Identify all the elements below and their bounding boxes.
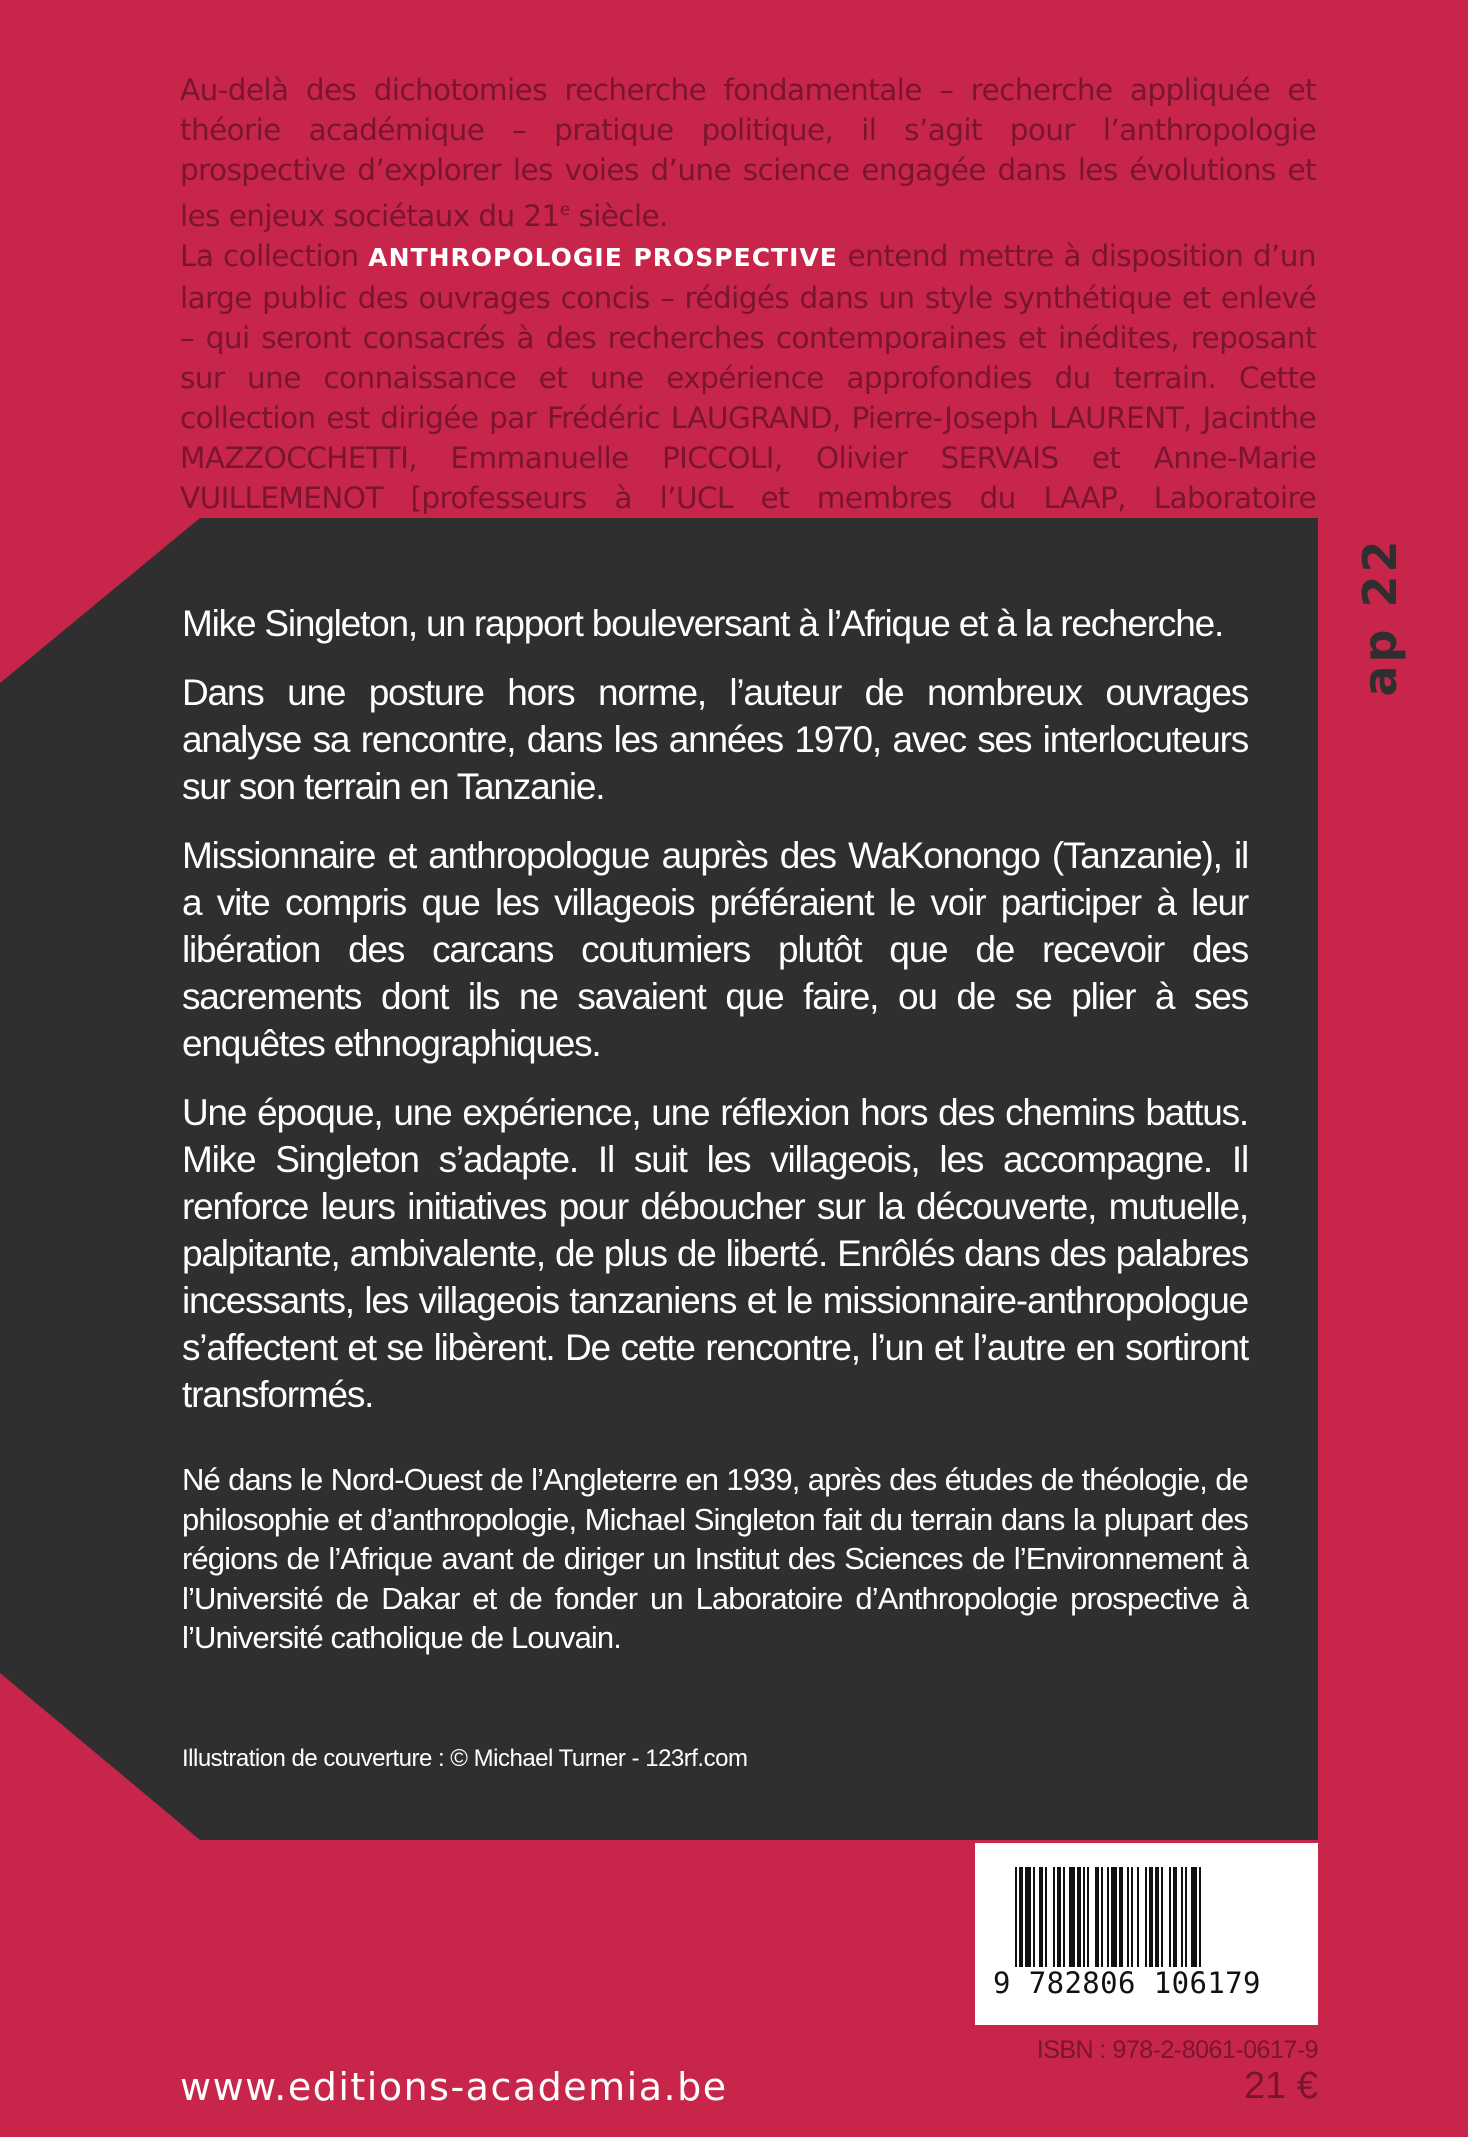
barcode-bar <box>1181 1867 1183 1967</box>
barcode-bar <box>1057 1867 1061 1967</box>
barcode-bars <box>1015 1867 1283 1967</box>
barcode-bar <box>1069 1867 1075 1967</box>
publisher-website[interactable]: www.editions-academia.be <box>180 2065 728 2109</box>
superscript: e <box>559 200 570 220</box>
barcode-bar <box>1045 1867 1047 1967</box>
summary-paragraph: Une époque, une expérience, une réflexion hors des chemins battus. Mike Singleton s’adapte. Il suit les villageois, les accompagne. Il renforce leurs initiatives pour déboucher sur la découverte, mutuelle, palpitante, ambivalente, de plus de liberté. Enrôlés dans des palabres incessants, les villageois tanzaniens et le missionnaire-anthropologue s’affectent et se libèrent. De cette rencontre, l’un et l’autre en sortiront transformés. <box>182 1092 1248 1415</box>
summary-paragraph: Dans une posture hors norme, l’auteur de nombreux ouvrages analyse sa rencontre, dans les années 1970, avec ses interlocuteurs sur son terrain en Tanzanie. <box>182 672 1248 807</box>
barcode-bar <box>1019 1867 1023 1967</box>
barcode-bar <box>1111 1867 1117 1967</box>
barcode-bar <box>1149 1867 1153 1967</box>
barcode-bar <box>1131 1867 1133 1967</box>
barcode-bar <box>1119 1867 1123 1967</box>
summary-paragraph: Missionnaire et anthropologue auprès des WaKonongo (Tanzanie), il a vite compris que les villageois préféraient le voir participer à leur libération des carcans coutumiers plutôt que de recevoir des sacrements dont ils ne savaient que faire, ou de se plier à ses enquêtes ethnographiques. <box>182 835 1248 1064</box>
barcode-bar <box>1169 1867 1171 1967</box>
summary-paragraph: Mike Singleton, un rapport bouleversant à l’Afrique et à la recherche. <box>182 603 1224 644</box>
series-code: ap 22 <box>1353 537 1407 697</box>
cover-credit: Illustration de couverture : © Michael Turner - 123rf.com <box>182 1745 748 1772</box>
collection-name: ANTHROPOLOGIE PROSPECTIVE <box>368 242 838 272</box>
barcode-bar <box>1087 1867 1089 1967</box>
barcode-bar <box>1063 1867 1065 1967</box>
barcode-bar <box>1083 1867 1085 1967</box>
barcode-bar <box>1101 1867 1103 1967</box>
barcode-bar <box>1015 1867 1017 1967</box>
barcode-bar <box>1025 1867 1031 1967</box>
barcode-bar <box>1107 1867 1109 1967</box>
price: 21 € <box>1244 2065 1318 2107</box>
barcode-bar <box>1155 1867 1159 1967</box>
barcode-bar <box>1127 1867 1129 1967</box>
barcode-bar <box>1145 1867 1147 1967</box>
barcode-bar <box>1161 1867 1163 1967</box>
book-summary <box>182 600 1248 1440</box>
barcode-bar <box>1173 1867 1177 1967</box>
barcode-bar <box>1039 1867 1043 1967</box>
isbn: ISBN : 978-2-8061-0617-9 <box>1036 2036 1318 2064</box>
barcode-digits: 9 782806 106179 <box>993 1966 1261 2000</box>
collection-intro-paragraph-2: La collection ANTHROPOLOGIE PROSPECTIVE entend mettre à disposition d’un large public des ouvrages concis – rédigés dans un style synthétique et enlevé – qui seront consacrés à des recherches contemporaines et inédites, reposant sur une connaissance et une expérience approfondies du terrain. Cette collection est dirigée par Frédéric LAUGRAND, Pierre-Joseph LAURENT, Jacinthe MAZZOCCHETTI, Emmanuelle PICCOLI, Olivier SERVAIS et Anne-Marie VUILLEMENOT [professeurs à l’UCL et membres du LAAP, Laboratoire <box>180 238 1316 515</box>
barcode <box>975 1843 1318 2025</box>
barcode-bar <box>1095 1867 1099 1967</box>
barcode-bar <box>1033 1867 1035 1967</box>
barcode-bar <box>1077 1867 1081 1967</box>
barcode-bar <box>1199 1867 1201 1967</box>
barcode-bar <box>1191 1867 1197 1967</box>
barcode-bar <box>1053 1867 1055 1967</box>
collection-intro <box>180 70 1316 558</box>
barcode-bar <box>1137 1867 1139 1967</box>
barcode-bar <box>1185 1867 1187 1967</box>
collection-intro-paragraph-1: Au-delà des dichotomies recherche fondamentale – recherche appliquée et théorie académique – pratique politique, il s’agit pour l’anthropologie prospective d’explorer les voies d’une science engagée dans les évolutions et les enjeux sociétaux du 21e siècle. <box>180 73 1316 233</box>
author-bio: Né dans le Nord-Ouest de l’Angleterre en 1939, après des études de théologie, de philosophie et d’anthropologie, Michael Singleton fait du terrain dans la plupart des régions de l’Afrique avant de diriger un Institut des Sciences de l’Environnement à l’Université de Dakar et de fonder un Laboratoire d’Anthropologie prospective à l’Université catholique de Louvain. <box>182 1462 1248 1655</box>
